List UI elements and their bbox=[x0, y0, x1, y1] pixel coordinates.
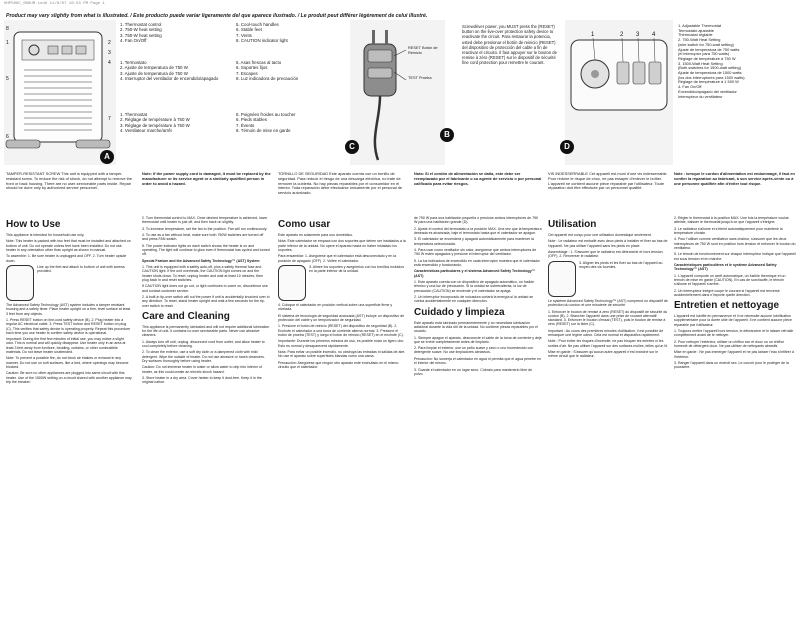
cable-notice: Nota: Si el cordón de alimentación se daña, este debe ser reemplazado por el fabricante o su agente de servicio o por personal calificado para evitar riesgos. bbox=[414, 171, 542, 186]
svg-text:3: 3 bbox=[636, 32, 640, 38]
plug-illustration bbox=[350, 20, 445, 165]
svg-text:8: 8 bbox=[6, 26, 9, 32]
column-1: How to Use This appliance is intended for household use only. Note: This heater is packed with two feet that must be installed and attached on bottom of unit. Do not operate unless feet have been installed. Do not use heater in any orientation other than upright as shown in manual. To assemble: 1. Be sure heater is unplugged and OFF. 2. Turn heater upside down. Line up the feet and attach to bottom of unit with screws provided. The Advanced Safety Technology (AST) system includes a tamper resistant housing and a safety timer. Place heater upright on a firm, level surface at least 3 feet from any objects. 1. Press RESET button on line-cord safety device (B). 2. Plug heater into a regular AC electrical outlet. 3. Press TEST button and RESET button on plug (C). This verifies that safety device is operating properly. Repeat this procedure each time you use heater to confirm safety device is operational. Important: During the first few minutes of initial use, you may notice a slight odor. This is normal and will quickly disappear. Use heater only in an area at least 3 feet away from furniture, bedding, curtains, or other combustible materials. Do not leave heater unattended. Note: To prevent a possible fire, do not block air intakes or exhaust in any manner. Do not use on soft surfaces, like a bed, where openings may become blocked. Caution: Be sure no other appliances are plugged into same circuit with this heater. Use of the 1500W setting on a circuit shared with another appliance may trip the breaker. bbox=[6, 219, 132, 384]
diagram-a-legend-en: 1. Thermostat control 2. 750-W heat setting 3. 750-W heat setting 4. Fan On/Off bbox=[120, 22, 162, 44]
como-usar-heading: Como usar bbox=[278, 219, 331, 230]
diagram-d-label: D bbox=[560, 140, 574, 154]
reset-instructions: Screwdriver power, you MUST press the (RESET) button on the live-over protection safety device to reactivate the circuit. Para restaurar la potencia, usted debe presionar el botón de reinicio (RESET) del dispositivo de protección del cable a fin de reactivar el circuito. Il faut appuyer sur le bouton de remise à zéro (RESET) sur le dispositif de sécurité fine cord protection pour remettre le courant. bbox=[462, 24, 557, 66]
care-cleaning-heading: Care and Cleaning bbox=[142, 310, 230, 322]
column-3: Como usar Este aparato es solamente para uso doméstico. Nota: Este calentador se empaca con dos soportes que deben ser instalados a la parte inferior de la unidad. No opere el aparato hasta no haber instalado los soportes. Para ensamblar: 1. Asegúrese que el calentador está desconectado y en la posición de apagado (OFF). 2. Voltee el calentador. 3. Alinee los soportes y asegúrelos con los tornillos incluidos en la parte inferior de la unidad. 4. Coloque el calentador en posición vertical sobre una superficie firme y nivelada. El sistema de tecnología de seguridad avanzada (AST) incluye un dispositivo de protección del cable y un temporizador de seguridad. 1. Presione el botón de reinicio (RESET) del dispositivo de seguridad (B). 2. Enchufe el calentador a una toma de corriente alterna normal. 3. Presione el botón de prueba (TEST) y luego el botón de reinicio (RESET) en el enchufe (C). Importante: Durante los primeros minutos de uso, es posible notar un ligero olor. Esto es normal y desaparecerá rápidamente. Nota: Para evitar un posible incendio, no obstruya las entradas ni salidas de aire. No use el aparato sobre superficies blandas como una cama. Precaución: Asegúrese que ningún otro aparato esté enchufado en el mismo circuito que el calentador. bbox=[278, 219, 406, 369]
diagram-a-legend-es: 1. Termostato 2. Ajuste de temperatura de 750 W 3. Ajuste de temperatura de 750 W 4. Interruptor del ventilador de encendido/apagado bbox=[120, 60, 219, 82]
diagram-d-legend: 1. Adjustable Thermostat Termostato ajustable Thermostat réglable 2. 750-Watt Heat Setting (wire switch for 750-watt setting) Ajuste de temperatura de 750 watts (el interruptor para 750 watts) Réglage de température à 750 W 3. 1500-Watt Heat Setting (Both switches for 1500-watt setting) Ajuste de temperatura de 1500 watts (los dos interruptores para 1500 watts) Réglage de température à 1 500 W 4. Fan On/Off Encendido/apagado del ventilador Interrupteur du ventilateur bbox=[678, 23, 745, 99]
diagram-c-label: C bbox=[345, 140, 359, 154]
svg-text:4: 4 bbox=[652, 32, 656, 38]
cuidado-limpieza-heading: Cuidado y limpieza bbox=[414, 306, 505, 318]
control-panel-illustration bbox=[565, 20, 673, 165]
svg-text:5: 5 bbox=[6, 76, 9, 82]
assembly-illustration bbox=[6, 265, 34, 301]
diagram-a-legend-es-2: 5. Asas frescas al tacto 6. Soportes fijos 7. Escapes 8. Luz indicadora de precaución bbox=[236, 60, 299, 82]
column-4: de 750 W para una habitación pequeña o presione ambos interruptores de 750 W para una habitación grande (D). 2. Ajuste el control del termostato a la posición MAX. Una vez que la temperatura deseada es alcanzada, baje el termostato hasta que el calentador se apague. 3. El calentador se encenderá y apagará automáticamente para mantener la temperatura seleccionada. 4. Para usar como ventilador sin calor, asegúrese que ambos interruptores de 750 W estén apagados y presione el interruptor del ventilador. 5. La luz indicadora de encendido en cada interruptor muestra que el calentador está encendido y funcionando. Características particulares y el sistema Advanced Safety Technology™ (AST) 1. Este aparato cuenta con un dispositivo de apagado automático, un fusible térmico y una luz de precaución. Si la unidad se sobrecalienta, la luz de precaución (CAUTION) se enciende y el calentador se apaga. 2. Un interruptor incorporado de volcadura cortará la energía si la unidad se vuelca accidentalmente en cualquier dirección. Cuidado y limpieza Este aparato está lubricado permanentemente y no necesitará lubricación adicional durante la vida útil de la unidad. No contiene piezas reparables por el usuario. 1. Siempre apague el aparato, desconecte el cable de la toma de corriente y deje que se enfríe completamente antes de limpiarlo. 2. Para limpiar el exterior, use un paño suave y seco o uno humedecido con detergente suave. No use limpiadores abrasivos. Precaución: No sumerja el calentador en agua ni permita que el agua penetre en el interior del mismo. 3. Guarde el calentador en un lugar seco. Cúbralo para mantenerlo libre de polvo. bbox=[414, 216, 542, 376]
variation-warning: Product may vary slightly from what is illustrated. / Este producto puede variar ligeramente del que aparece ilustrado. / Le produit peut différer légèrement de celui illustré. bbox=[6, 13, 428, 19]
diagram-a-label: A bbox=[100, 150, 114, 164]
column-6: 2. Régler le thermostat à la position MAX. Une fois la température voulue atteinte, baisser le thermostat jusqu'à ce que l'appareil s'éteigne. 3. Le radiateur s'allume et s'éteint automatiquement pour maintenir la température choisie. 4. Pour l'utiliser comme ventilateur sans chaleur, s'assurer que les deux interrupteurs de 750 W sont en position hors tension et enfoncer le bouton du ventilateur. 5. Le témoin de fonctionnement sur chaque interrupteur indique que l'appareil est sous tension et en marche. Caractéristiques particulières et le système Advanced Safety Technology™ (AST) 1. L'appareil comporte un arrêt automatique, un fusible thermique et un témoin de mise en garde (CAUTION). En cas de surchauffe, le témoin s'allume et l'appareil s'arrête. 2. Un interrupteur intégré coupe le courant si l'appareil est renversé accidentellement dans n'importe quelle direction. Entretien et nettoyage L'appareil est lubrifié en permanence et il ne nécessite aucune lubrification supplémentaire pour la durée utile de l'appareil. Il ne contient aucune pièce réparable par l'utilisateur. 1. Toujours mettre l'appareil hors tension, le débrancher et le laisser refroidir complètement avant de le nettoyer. 2. Pour nettoyer l'extérieur, utiliser un chiffon sec et doux ou un chiffon humecté de détergent doux. Ne pas utiliser de nettoyants abrasifs. Mise en garde : Ne pas immerger l'appareil et ne pas laisser l'eau s'infiltrer à l'intérieur. 3. Ranger l'appareil dans un endroit sec. Le couvrir pour le protéger de la poussière. bbox=[674, 216, 796, 370]
diagram-d bbox=[565, 20, 673, 165]
file-header: HHP508C_008UM.indd 11/8/07 10:53 PM Page 1 bbox=[4, 2, 105, 6]
svg-text:1: 1 bbox=[6, 40, 9, 46]
assembly-illustration-es bbox=[278, 265, 306, 301]
test-tag: TEST Prueba bbox=[408, 75, 432, 80]
diagram-a-legend-en-2: 5. Cool-touch handles 6. Stable feet 7. Vents 8. CAUTION indicator light bbox=[236, 22, 288, 44]
diagram-b-plug bbox=[350, 20, 445, 165]
entretien-heading: Entretien et nettoyage bbox=[674, 300, 780, 312]
svg-text:4: 4 bbox=[108, 60, 111, 66]
diagram-a-legend-fr-2: 5. Poignées froides au toucher 6. Pieds stables 7. Évents 8. Témoin de mise en garde bbox=[236, 112, 296, 134]
diagram-a-legend-fr: 1. Thermostat 2. Réglage de température à 750 W 3. Réglage de température à 750 W 4. Ventilateur marche/arrêt bbox=[120, 112, 190, 134]
reset-tag: RESET Botón de Reinicio bbox=[408, 45, 438, 55]
diagram-b-label: B bbox=[440, 128, 454, 142]
how-to-use-heading: How to Use bbox=[6, 219, 61, 230]
cord-notice: Note: If the power supply cord is damaged, it must be replaced by the manufacturer or its service agent or a similarly qualified person in order to avoid a hazard. bbox=[142, 171, 271, 186]
assembly-illustration-fr bbox=[548, 261, 576, 297]
svg-text:2: 2 bbox=[108, 40, 111, 46]
svg-text:3: 3 bbox=[108, 50, 111, 56]
column-2: 2. Turn thermostat control to MAX. Once desired temperature is achieved, lower thermostat until heater is just off, and then back on slightly. 3. To increase temperature, set the fan to the position. Fan will run continuously. 4. To use as a fan without heat, make sure both 750W switches are turned off and press FAN switch. 5. The power indicator lights on each switch shows the heater is on and operating. The light will continue to glow even if thermostat has cycled and turned off. Special Feature and the Advanced Safety Technology™ (AST) System 1. This unit is equipped with a safety auto-off, plus a safety thermal fuse and CAUTION light. If the unit overheats, the CAUTION light comes on and the heater shuts down. To reset, unplug heater and wait at least 10 minutes, then plug back in and reset switches. If CAUTION light does not go out, or light continues to come on, discontinue use and contact customer service. 2. A built-in tip-over switch will cut the power if unit is accidentally knocked over in any direction. To reset, stand heater upright and wait a few seconds for the tip-over switch to reset. Care and Cleaning This appliance is permanently lubricated and will not require additional lubrication for the life of unit. It contains no user serviceable parts. Never use abrasive cleaners. 1. Always turn off unit, unplug, disconnect cord from outlet, and allow heater to cool completely before cleaning. 2. To clean the exterior, use a soft dry cloth or a dampened cloth with mild detergent. Wipe the outside of heater. Do not use abrasive or harsh cleansers. Dry surfaces thoroughly before using heater. Caution: Do not immerse heater in water or allow water to drip into interior of heater, as this could create an electric shock hazard. 3. Store heater in a dry area. Cover heater to keep it dust-free. Keep it in the original carton. bbox=[142, 216, 270, 385]
svg-text:6: 6 bbox=[6, 134, 9, 140]
svg-text:1: 1 bbox=[591, 32, 595, 38]
tamper-notice: TAMPER-RESISTANT SCREW This unit is equipped with a tamper-resistant screw. To reduce the risk of shock, do not attempt to remove the front or back housing. There are no user-serviceable parts inside. Repair should be done only by authorized service personnel. bbox=[6, 171, 133, 191]
column-5: Utilisation Cet appareil est conçu pour une utilisation domestique seulement. Note : Le radiateur est emballé avec deux pieds à installer et fixer au bas de l'appareil. Ne pas utiliser l'appareil sans les pieds en place. Assemblage : 1. S'assurer que le radiateur est débranché et hors tension (OFF). 2. Renverser le radiateur. 3. Aligner les pieds et les fixer au bas de l'appareil au moyen des vis fournies. Le système Advanced Safety Technology™ (AST) comprend un dispositif de protection du cordon et une minuterie de sécurité. 1. Enfoncer le bouton de remise à zéro (RESET) du dispositif de sécurité du cordon (B). 2. Brancher l'appareil dans une prise de courant alternatif standard. 3. Enfoncer le bouton d'essai (TEST), puis le bouton de remise à zéro (RESET) sur la fiche (C). Important : Au cours des premières minutes d'utilisation, il est possible de remarquer une légère odeur. Cela est normal et disparaîtra rapidement. Note : Pour éviter les risques d'incendie, ne pas bloquer les entrées ni les sorties d'air. Ne pas utiliser l'appareil sur des surfaces molles, telles qu'un lit. Mise en garde : S'assurer qu'aucun autre appareil n'est branché sur le même circuit que le radiateur. bbox=[548, 219, 668, 359]
svg-text:7: 7 bbox=[108, 116, 111, 122]
heater-front-illustration bbox=[4, 20, 116, 165]
svg-text:2: 2 bbox=[620, 32, 624, 38]
note-fr-notice: Note : lorsque le cordon d'alimentation est endommagé, il faut en confier la réparation au fabricant, à son service après-vente ou à une personne qualifiée afin d'éviter tout risque. bbox=[674, 171, 795, 186]
utilisation-heading: Utilisation bbox=[548, 219, 597, 230]
tornillo-notice: TORNILLO DE SEGURIDAD Este aparato cuenta con un tornillo de seguridad. Para reducir el riesgo de una descarga eléctrica, no trate de remover la cubierta. No hay piezas reparables por el consumidor en el interior. Toda reparación debe efectuarse únicamente por el personal de servicio autorizado. bbox=[278, 171, 403, 196]
vis-notice: VIS INDESSERRABLE Cet appareil est muni d'une vis indesserrable. Pour réduire le risque de choc, ne pas essayer d'enlever le boîtier. L'appareil ne contient aucune pièce réparable par l'utilisateur. Toute réparation doit être effectuée par un personnel qualifié. bbox=[548, 171, 668, 191]
diagram-a bbox=[4, 20, 116, 165]
